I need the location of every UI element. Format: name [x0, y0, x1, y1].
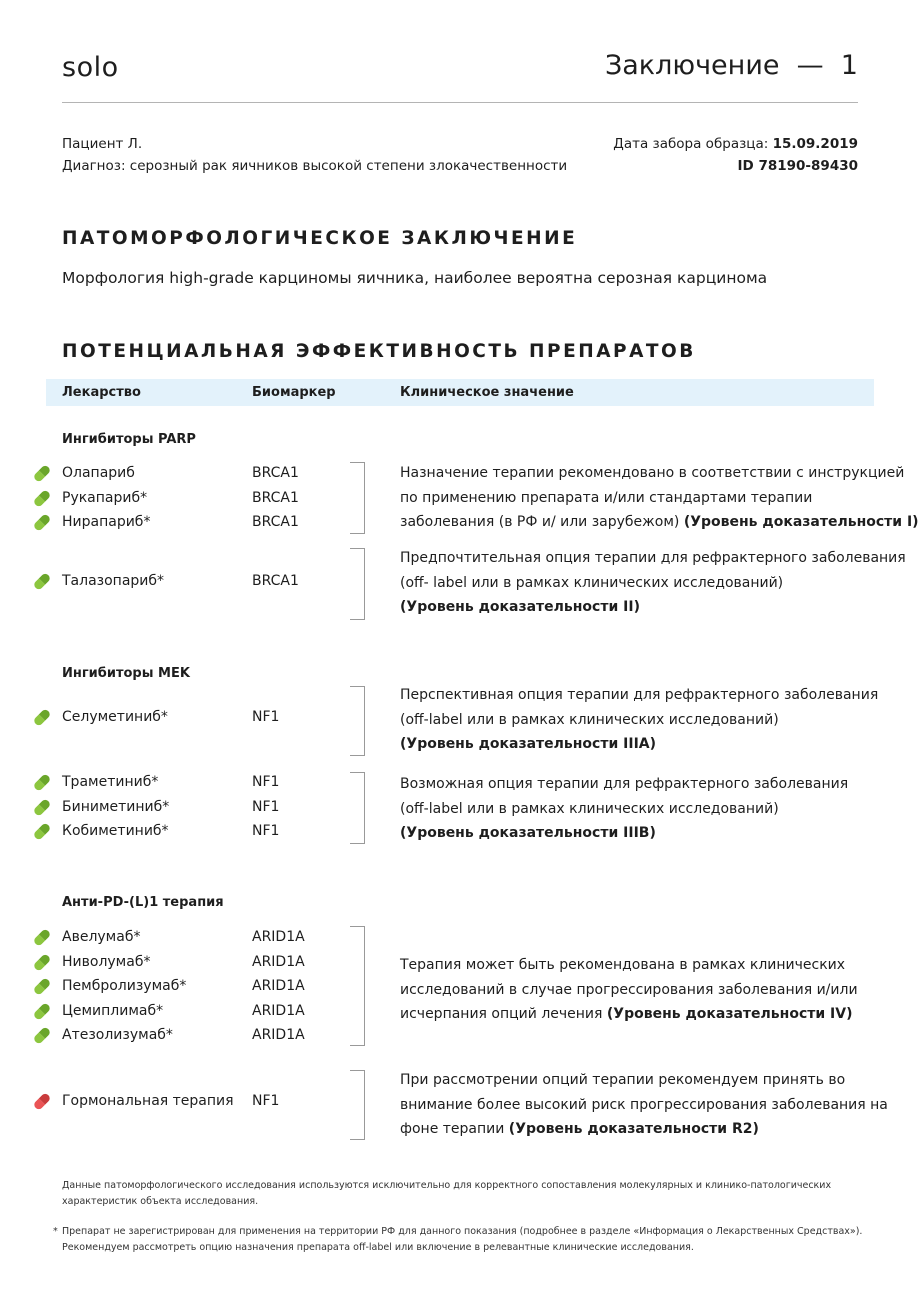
clinical-note-line: (off- label или в рамках клинических исследований) [400, 574, 784, 591]
evidence-level: (Уровень доказательности IV) [606, 1006, 853, 1022]
group-bracket [350, 548, 365, 620]
drug-biomarker: NF1 [252, 1093, 280, 1109]
clinical-note-line: исследований в случае прогрессирования заболевания и/или [400, 981, 858, 998]
pill-green-icon [32, 822, 51, 841]
drug-biomarker: ARID1A [252, 929, 305, 945]
drug-name: Пембролизумаб* [62, 978, 187, 994]
evidence-level: (Уровень доказательности I) [683, 514, 919, 530]
evidence-level: (Уровень доказательности R2) [508, 1121, 759, 1137]
drug-biomarker: ARID1A [252, 978, 305, 994]
group-bracket [350, 686, 365, 756]
clinical-note-line: Перспективная опция терапии для рефрактерного заболевания [400, 687, 879, 703]
clinical-note [400, 953, 858, 1027]
clinical-note [400, 772, 848, 846]
pill-green-icon [32, 928, 51, 947]
logo: solo [62, 52, 119, 83]
clinical-note-line: Предпочтительная опция терапии для рефрактерного заболевания [400, 550, 906, 566]
footnote-line: Данные патоморфологического исследования используются исключительно для корректного сопоставления молекулярных и клинико-патологических [62, 1180, 832, 1191]
group-bracket [350, 1070, 365, 1140]
footnote-line: Препарат не зарегистрирован для применения на территории РФ для данного показания (подробнее в разделе «Информация о Лекарственных Средствах»). [62, 1226, 863, 1237]
clinical-note-line: Терапия может быть рекомендована в рамках клинических [400, 957, 846, 973]
drug-name: Нирапариб* [62, 514, 151, 530]
drug-biomarker: ARID1A [252, 954, 305, 970]
drug-biomarker: NF1 [252, 709, 280, 725]
pill-green-icon [32, 977, 51, 996]
pill-green-icon [32, 953, 51, 972]
header-divider [62, 102, 858, 103]
drug-biomarker: NF1 [252, 823, 280, 839]
diagnosis: Диагноз: серозный рак яичников высокой степени злокачественности [62, 158, 568, 174]
sample-date-value: 15.09.2019 [772, 136, 858, 152]
clinical-note-line: Возможная опция терапии для рефрактерного заболевания [400, 776, 849, 792]
clinical-note [400, 461, 919, 535]
drug-biomarker: BRCA1 [252, 573, 299, 589]
clinical-note-line: внимание более высокий риск прогрессирования заболевания на [400, 1096, 888, 1113]
clinical-note-line: по применению препарата и/или стандартами терапии [400, 489, 813, 506]
clinical-note [400, 683, 878, 757]
patient-name: Пациент Л. [62, 136, 143, 152]
drug-biomarker: ARID1A [252, 1027, 305, 1043]
drug-name: Селуметиниб* [62, 709, 168, 725]
efficacy-heading: ПОТЕНЦИАЛЬНАЯ ЭФФЕКТИВНОСТЬ ПРЕПАРАТОВ [62, 341, 696, 362]
drug-biomarker: NF1 [252, 799, 280, 815]
drug-name: Талазопариб* [62, 573, 165, 589]
drug-biomarker: ARID1A [252, 1003, 305, 1019]
clinical-note-text: фоне терапии [400, 1121, 509, 1137]
clinical-note-line: Назначение терапии рекомендовано в соответствии с инструкцией [400, 465, 905, 481]
pill-green-icon [32, 464, 51, 483]
sample-date [613, 136, 858, 152]
group-bracket [350, 926, 365, 1046]
pill-green-icon [32, 773, 51, 792]
column-drug: Лекарство [62, 385, 141, 400]
drug-name: Цемиплимаб* [62, 1003, 164, 1019]
clinical-note-line [400, 1002, 858, 1027]
pathology-disclaimer [62, 1178, 831, 1210]
pathology-heading: ПАТОМОРФОЛОГИЧЕСКОЕ ЗАКЛЮЧЕНИЕ [62, 228, 578, 249]
group-title-anti-pd-l1: Анти-PD-(L)1 терапия [62, 895, 224, 910]
pill-red-icon [32, 1092, 51, 1111]
drug-name: Олапариб [62, 465, 135, 481]
evidence-level: (Уровень доказательности II) [400, 599, 640, 615]
group-bracket [350, 462, 365, 534]
clinical-note-line: (off-label или в рамках клинических исследований) [400, 711, 779, 728]
drug-name: Рукапариб* [62, 490, 148, 506]
clinical-note-text: заболевания (в РФ и/ или зарубежом) [400, 514, 684, 530]
pill-green-icon [32, 572, 51, 591]
clinical-note [400, 546, 906, 620]
drug-name: Ниволумаб* [62, 954, 151, 970]
clinical-note-line [400, 1117, 888, 1142]
clinical-note [400, 1068, 888, 1142]
pathology-text: Морфология high-grade карциномы яичника, наиболее вероятна серозная карцинома [62, 269, 768, 287]
footnote-asterisk: * [53, 1226, 58, 1237]
pill-green-icon [32, 1026, 51, 1045]
registration-footnote [62, 1224, 862, 1256]
sample-date-label: Дата забора образца: [613, 136, 773, 152]
group-title-parp: Ингибиторы PARP [62, 432, 196, 447]
pill-green-icon [32, 798, 51, 817]
document-title: Заключение — 1 [604, 50, 858, 81]
group-title-mek: Ингибиторы MEK [62, 666, 190, 681]
pill-green-icon [32, 513, 51, 532]
column-biomarker: Биомаркер [252, 385, 336, 400]
clinical-note-text: исчерпания опций лечения [400, 1006, 607, 1022]
drug-name: Кобиметиниб* [62, 823, 169, 839]
pill-green-icon [32, 489, 51, 508]
group-bracket [350, 772, 365, 844]
sample-id: ID 78190-89430 [737, 158, 858, 174]
drug-biomarker: BRCA1 [252, 490, 299, 506]
pill-green-icon [32, 1002, 51, 1021]
drug-biomarker: BRCA1 [252, 514, 299, 530]
drug-biomarker: BRCA1 [252, 465, 299, 481]
evidence-level: (Уровень доказательности IIIB) [400, 825, 656, 841]
drug-name: Траметиниб* [62, 774, 159, 790]
drug-name: Биниметиниб* [62, 799, 170, 815]
drug-name: Гормональная терапия [62, 1093, 234, 1109]
footnote-line: характеристик объекта исследования. [62, 1196, 259, 1207]
drug-name: Атезолизумаб* [62, 1027, 173, 1043]
column-clinical-significance: Клиническое значение [400, 385, 574, 400]
clinical-note-line: При рассмотрении опций терапии рекомендуем принять во [400, 1072, 846, 1088]
evidence-level: (Уровень доказательности IIIA) [400, 736, 657, 752]
pill-green-icon [32, 708, 51, 727]
clinical-note-line: (off-label или в рамках клинических исследований) [400, 800, 779, 817]
footnote-line: Рекомендуем рассмотреть опцию назначения препарата off-label или включение в релевантные клинические исследования. [62, 1242, 694, 1253]
drug-name: Авелумаб* [62, 929, 141, 945]
clinical-note-line [400, 510, 919, 535]
drug-biomarker: NF1 [252, 774, 280, 790]
